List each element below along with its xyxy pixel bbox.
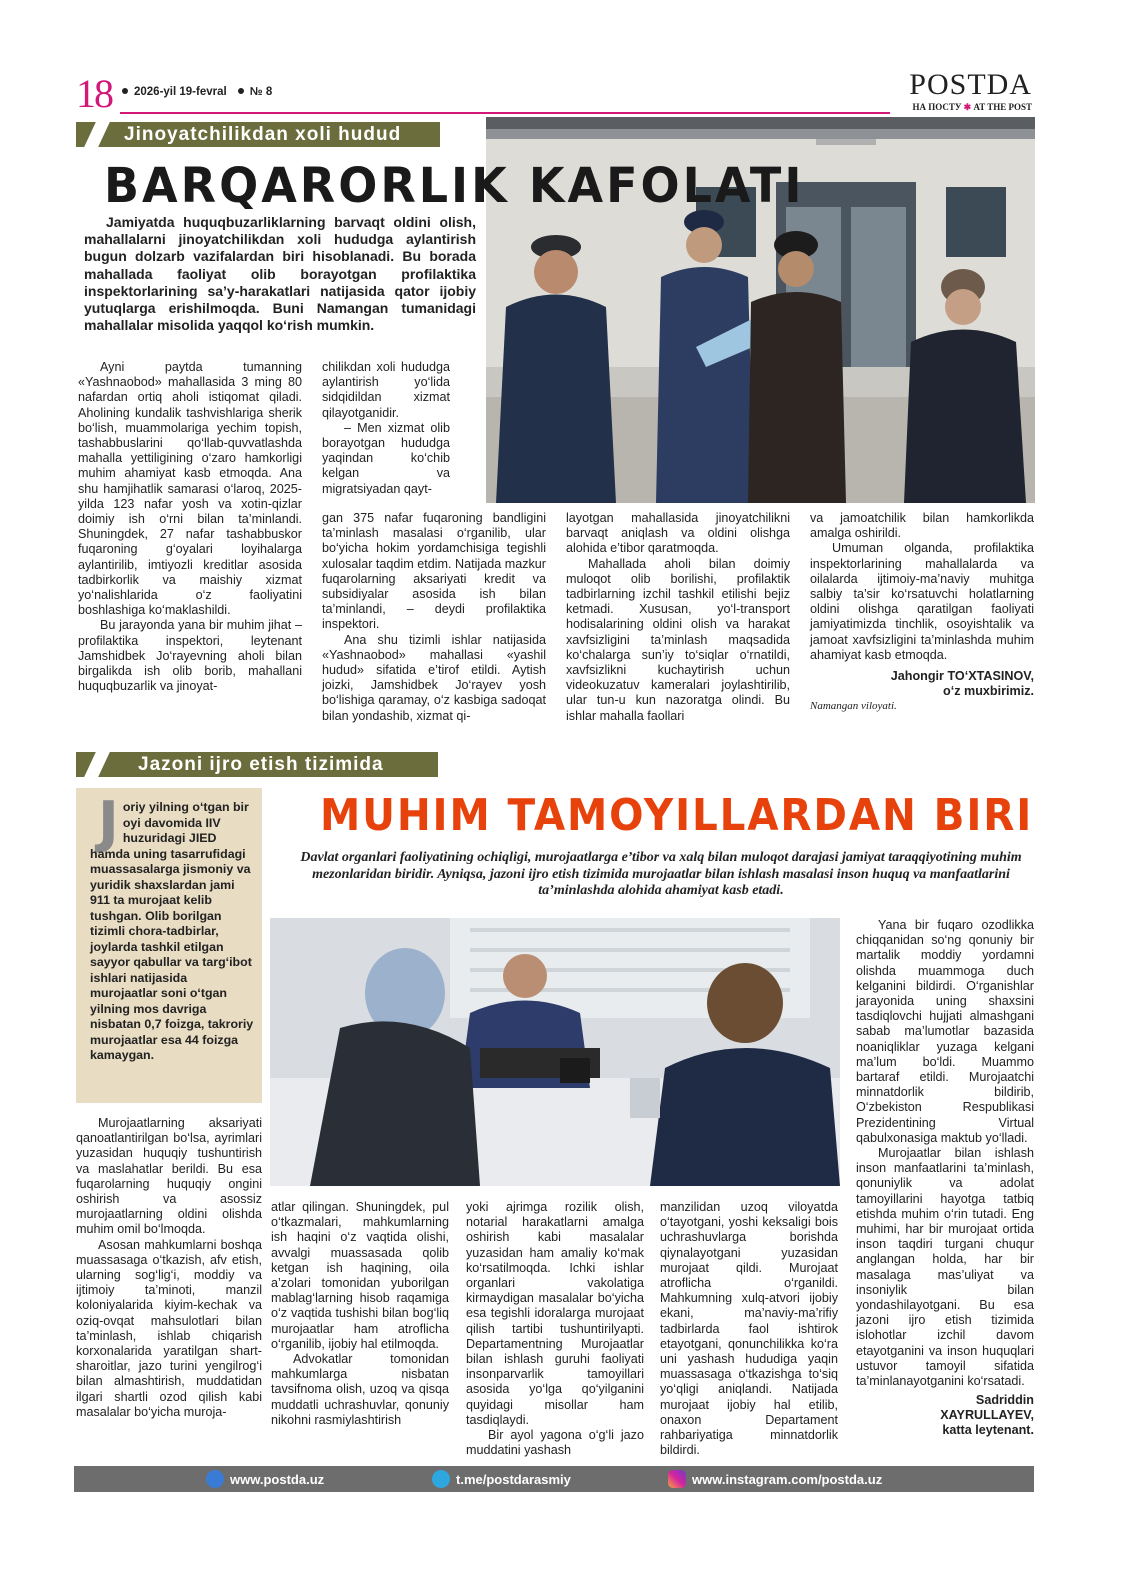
paragraph: atlar qilingan. Shuningdek, pul o‘tkazmalari, mahkumlarning ish haqini o‘z vaqtida olishi, avvalgi muassasada qolib ketgan ish haqining, oila a’zolari tomonidan yuborilgan mablag‘larning hisob raqamiga o‘z vaqtida tushishi bilan bog‘liq murojaatlar ham atroflicha o‘rganilib, ijobiy hal etilmoqda. — [271, 1200, 449, 1351]
paragraph: Yana bir fuqaro ozodlikka chiqqanidan so‘ng qonuniy bir martalik moddiy yordamni olishda muammoga duch kelganini bildirdi. O‘rganishlar jarayonida uning shaxsini tasdiqlovchi hujjati almashgani sabab ma’lumotlar bazasida noaniqliklar yuzaga kelgani ma’lum bo‘ldi. Muammo bartaraf etildi. Murojaatchi minnatdorlik bildirib, O‘zbekiston Respublikasi Prezidentining Virtual qabulxonasiga maktub yo‘lladi. — [856, 918, 1034, 1145]
bullet-icon — [122, 88, 128, 94]
article2-summary-box — [76, 788, 262, 1103]
paragraph: manzilidan uzoq viloyatda o‘tayotgani, yoshi keksaligi bois uchrashuvlarga borishda qiynalayotgani yuzasidan murojaat qildi. Murojaat atroflicha o‘rganildi. Mahkumning xulq-atvori ijobiy ekani, ma’naviy-ma’rifiy tadbirlarda faol ishtirok etayotgani, qonunchilikka ko‘ra uni yashash hududiga yaqin muassasaga o‘tkazishga to‘siq yo‘qligi aniqlandi. Natijada murojaat ijobiy hal etilib, onaxon Departament rahbariyatiga minnatdorlik bildirdi. — [660, 1200, 838, 1458]
paragraph: – Men xizmat olib borayotgan hududga yaqindan ko‘chib kelgan va migratsiyadan qayt- — [322, 420, 450, 496]
paragraph: Asosan mahkumlarni boshqa muassasaga o‘tkazish, afv etish, ularning sog‘lig‘i, moddiy va ijtimoiy ta’minoti, manzil koloniyalarida kiyim-kechak va oziq-ovqat mahsulotlari bilan ta’minlash, ishlab chiqarish korxonalarida yaratilgan shart-sharoitlar, jazo turini yengilrog‘i bilan almashtirish, muddatidan ilgari shartli ozod qilish kabi masalalar bo‘yicha muroja- — [76, 1237, 262, 1419]
paragraph: yoki ajrimga rozilik olish, notarial harakatlarni amalga oshirish kabi masalalar yuzasidan ham amaliy ko‘mak ko‘rsatilmoqda. Ichki ishlar organlari vakolatiga kirmaydigan masalalar bo‘yicha esa tegishli idoralarga murojaat qilish tartibi tushuntirilyapti. Departamentning Murojaatlar bilan ishlash guruhi faoliyati insonparvarlik tamoyillari asosida yo‘lga qo‘yilganini quyidagi misollar ham tasdiqlaydi. — [466, 1200, 644, 1427]
article1-column-2-bottom — [322, 511, 546, 724]
logo-sub-right: AT THE POST — [973, 102, 1032, 112]
globe-icon — [206, 1470, 224, 1488]
instagram-icon — [668, 1470, 686, 1488]
footer-instagram[interactable] — [668, 1470, 882, 1488]
article2-column-1 — [76, 1116, 262, 1420]
issue-number: № 8 — [249, 86, 273, 98]
telegram-icon — [432, 1470, 450, 1488]
rubric-bar-1 — [76, 122, 440, 147]
article1-column-1 — [78, 360, 302, 694]
paragraph: gan 375 nafar fuqaroning bandligini ta’minlash masalasi o‘rganilib, ular bo‘yicha hokim yordamchisiga tegishli xulosalar taqdim etdim. Natijada mazkur fuqarolarning aksariyati kredit va subsidiyalar asosida ish bilan ta’minlandi, – deydi profilaktika inspektori. — [322, 511, 546, 632]
paragraph: chilikdan xoli hududga aylantirish yo‘lida sidqidildan xizmat qilayotganidir. — [322, 360, 450, 420]
summary-body: oriy yilning o‘tgan bir oyi davomida IIV huzuridagi JIED hamda uning tasarrufidagi muassasalarga jismoniy va yuridik shaxslardan jami 911 ta murojaat kelib tushgan. Olib borilgan tizimli chora-tadbirlar, joylarda tashkil etilgan sayyor qabullar va targ‘ibot ishlari natijasida murojaatlar soni o‘tgan yilning mos davriga nisbatan 0,7 foizga, takroriy murojaatlar esa 44 foizga kamaygan. — [90, 800, 254, 1062]
paragraph: Murojaatlar bilan ishlash inson manfaatlarini ta’minlash, qonuniylik va adolat tamoyillarini hayotga tatbiq etishda muhim o‘rin tutadi. Eng muhimi, har bir murojaat ortida inson taqdiri turgani chuqur anglangan holda, har bir masalaga mas’uliyat va insoniylik bilan yondashilayotgani. Bu esa jazoni ijro etish tizimida islohotlar izchil davom etayotganini va inson huquqlari ustuvor tamoyil sifatida ta’minlanayotganini ko‘rsatadi. — [856, 1146, 1034, 1389]
article2-column-3 — [466, 1200, 644, 1458]
paragraph: layotgan mahallasida jinoyatchilikni barvaqt aniqlash va oldini olishga alohida e’tibor qaratmoqda. — [566, 511, 790, 556]
article1-column-3 — [566, 511, 790, 724]
article1-lead: Jamiyatda huquqbuzarliklarning barvaqt oldini olish, mahallalarni jinoyatchilikdan xoli hududga aylantirish bugun dolzarb vazifalardan biri hisoblanadi. Bu borada mahallada faoliyat olib borayotgan profilaktika inspektorlarining sa’y-harakatlari natijasida qator ijobiy yutuqlarga erishilmoqda. Buni Namangan tumanidagi mahallalar misolida yaqqol ko‘rish mumkin. — [84, 214, 476, 334]
star-icon: ✱ — [963, 102, 972, 112]
paragraph: va jamoatchilik bilan hamkorlikda amalga oshirildi. — [810, 511, 1034, 541]
paragraph: Umuman olganda, profilaktika inspektorlarining mahallalarda va oilalarda ijtimoiy-ma’naviy muhitga salbiy ta’sir ko‘rsatuvchi holatlarning oldini olishga qaratilgan faoliyati jamiyatimizda tinchlik, osoyishtalik va jamoat xavfsizligini ta’minlashda muhim ahamiyat kasb etmoqda. — [810, 541, 1034, 662]
article2-column-2 — [271, 1200, 449, 1428]
author-name: Jahongir TO‘XTASINOV, — [890, 669, 1034, 684]
article1-title: BARQARORLIK KAFOLATI — [104, 156, 805, 214]
paragraph: Mahallada aholi bilan doimiy muloqot olib borilishi, profilaktik tadbirlarning izchil tashkil etilishi bejiz ketmadi. Xususan, yo‘l-transport hodisalarining oldini olish va harakat xavfsizligini ta’minlash maqsadida ko‘chalarga sun’iy to‘siqlar o‘rnatildi, xavfsizlikni kuchaytirish uchun videokuzatuv kameralari joylashtirilib, ular tun-u kun nazoratga olindi. Bu ishlar mahalla faollari — [566, 556, 790, 723]
telegram-link[interactable]: t.me/postdarasmiy — [456, 1471, 571, 1487]
issue-info — [120, 86, 272, 98]
website-link[interactable]: www.postda.uz — [230, 1471, 325, 1487]
author-rank: katta leytenant. — [942, 1423, 1034, 1438]
footer-website[interactable] — [206, 1470, 324, 1488]
paragraph: Bir ayol yagona o‘g‘li jazo muddatini yashash — [466, 1428, 644, 1458]
paragraph: Ana shu tizimli ishlar natijasida «Yashnaobod» mahallasi «yashil hudud» sifatida e’tirof etildi. Aytish joizki, Jamshidbek Jo‘rayev yosh bo‘lishiga qaramay, o‘z kasbiga sadoqat bilan yondashib, xizmat qi- — [322, 632, 546, 723]
slash-ornament — [84, 752, 110, 777]
slash-ornament — [84, 122, 110, 147]
paragraph: Murojaatlarning aksariyati qanoatlantirilgan bo‘lsa, ayrimlari yuzasidan huquqiy tushuntirish va maslahatlar berildi. Bu esa fuqarolarning huquqiy ongini oshirish va asossiz murojaatlarning oldini olishda muhim omil bo‘lmoqda. — [76, 1116, 262, 1237]
paragraph: Bu jarayonda yana bir muhim jihat – profilaktika inspektori, leytenant Jamshidbek Jo‘rayevning aholi bilan birgalikda ish olib borib, mahallani huquqbuzarlik va jinoyat- — [78, 618, 302, 694]
masthead-logo — [892, 70, 1032, 113]
article1-author — [810, 669, 1034, 699]
bullet-icon — [238, 88, 244, 94]
rubric-bar-2 — [76, 752, 438, 777]
rubric-label: Jinoyatchilikdan xoli hudud — [124, 124, 402, 145]
author-role: o‘z muxbirimiz. — [943, 684, 1034, 699]
header-rule — [120, 112, 890, 114]
article2-column-5 — [856, 918, 1034, 1438]
article2-column-4 — [660, 1200, 838, 1458]
drop-cap: J — [98, 790, 119, 855]
paragraph: Advokatlar tomonidan mahkumlarga nisbatan tavsifnoma olish, uzoq va qisqa muddatli uchrashuvlar, qonuniy nikohni rasmiylashtirish — [271, 1352, 449, 1427]
article2-title: MUHIM TAMOYILLARDAN BIRI — [320, 790, 1034, 841]
logo-subtitle — [892, 102, 1032, 113]
photo-reception-illustration — [270, 918, 840, 1186]
issue-date: 2026-yil 19-fevral — [134, 86, 227, 98]
article2-deck: Davlat organlari faoliyatining ochiqligi, murojaatlarga e’tibor va xalq bilan muloqot darajasi jamiyat taraqqiyotining muhim mezonlaridan biridir. Ayniqsa, jazoni ijro etish tizimida murojaatlar bilan ishlash masalasi inson huquq va manfaatlarini ta’minlashda alohida ahamiyat kasb etadi. — [300, 850, 1022, 898]
article1-column-2-top — [322, 360, 450, 497]
author-first-name: Sadriddin — [975, 1393, 1034, 1408]
instagram-link[interactable]: www.instagram.com/postda.uz — [692, 1471, 883, 1487]
page-number: 18 — [76, 71, 112, 116]
article2-author — [856, 1393, 1034, 1438]
article2-photo — [270, 918, 840, 1186]
paragraph: Ayni paytda tumanning «Yashnaobod» mahallasida 3 ming 80 nafardan ortiq aholi istiqomat qiladi. Aholining kundalik tashvishlariga sherik bo‘lish, muammolariga yechim topish, tashabbuslarini qo‘llab-quvvatlashda mahalla yettiligining o‘zaro hamkorligi muhim ahamiyat kasb etmoqda. Ana shu hamjihatlik samarasi o‘laroq, 2025-yilda 123 nafar yosh va xotin-qizlar doimiy ish o‘rni bilan ta’minlandi. Shuningdek, 27 nafar tashabbuskor fuqaroning g‘oyalari loyihalarga aylantirilib, imtiyozli kreditlar asosida tadbirkorlik va maishiy xizmat yo‘nalishlarida o‘z faoliyatini boshlashiga ko‘maklashildi. — [78, 360, 302, 618]
rubric-label: Jazoni ijro etish tizimida — [138, 754, 384, 775]
author-last-name: XAYRULLAYEV, — [940, 1408, 1034, 1423]
summary-text — [90, 790, 254, 1064]
footer-bar — [74, 1466, 1034, 1492]
article1-place: Namangan viloyati. — [810, 700, 897, 713]
footer-telegram[interactable] — [432, 1470, 571, 1488]
logo-sub-left: НА ПОСТУ — [912, 102, 962, 112]
article1-column-4 — [810, 511, 1034, 714]
logo-name: POSTDA — [909, 68, 1032, 101]
